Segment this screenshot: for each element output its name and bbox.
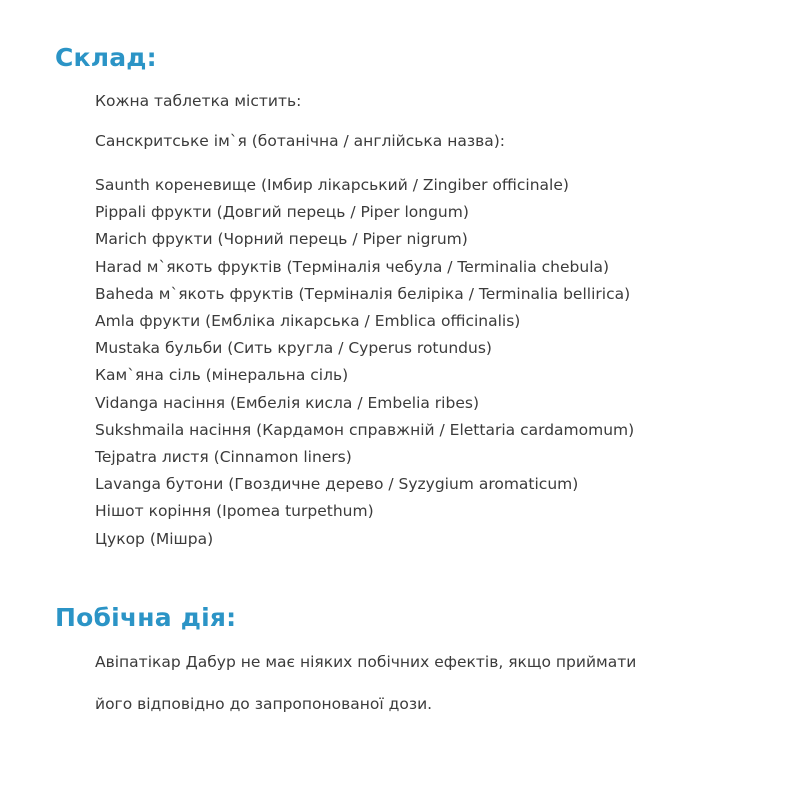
side-effects-section-heading: Побічна дія: xyxy=(55,603,237,632)
ingredient-line: Sukshmaila насіння (Кардамон справжній / Elettaria cardamomum) xyxy=(95,420,635,439)
ingredient-line: Tejpatra листя (Cinnamon liners) xyxy=(95,448,352,467)
ingredient-line: Нішот коріння (Ipomea turpethum) xyxy=(95,502,374,521)
ingredient-line: Baheda м`якоть фруктів (Терміналія беліріка / Terminalia bellirica) xyxy=(95,284,631,303)
ingredient-line: Marich фрукти (Чорний перець / Piper nigrum) xyxy=(95,230,468,249)
composition-intro-line: Кожна таблетка містить: xyxy=(95,92,302,110)
ingredient-line: Saunth кореневище (Імбир лікарський / Zingiber officinale) xyxy=(95,176,569,194)
ingredient-line: Цукор (Мішра) xyxy=(95,529,214,548)
composition-section-heading: Склад: xyxy=(55,43,157,72)
ingredient-line: Mustaka бульби (Сить кругла / Cyperus rotundus) xyxy=(95,339,492,358)
composition-naming-note-line: Санскритське ім`я (ботанічна / англійська назва): xyxy=(95,132,505,150)
ingredient-line: Pippali фрукти (Довгий перець / Piper longum) xyxy=(95,203,469,222)
ingredients-list xyxy=(95,172,634,553)
ingredient-line: Harad м`якоть фруктів (Терміналія чебула / Terminalia chebula) xyxy=(95,257,610,276)
ingredient-line: Кам`яна сіль (мінеральна сіль) xyxy=(95,366,349,385)
side-effects-text-line: його відповідно до запропонованої дози. xyxy=(95,695,433,713)
ingredient-line: Lavanga бутони (Гвоздичне дерево / Syzygium aromaticum) xyxy=(95,475,579,494)
side-effects-text-line: Авіпатікар Дабур не має ніяких побічних ефектів, якщо приймати xyxy=(95,653,637,671)
ingredient-line: Vidanga насіння (Ембелія кисла / Embelia ribes) xyxy=(95,393,479,412)
ingredient-line: Amla фрукти (Ембліка лікарська / Emblica officinalis) xyxy=(95,312,521,331)
